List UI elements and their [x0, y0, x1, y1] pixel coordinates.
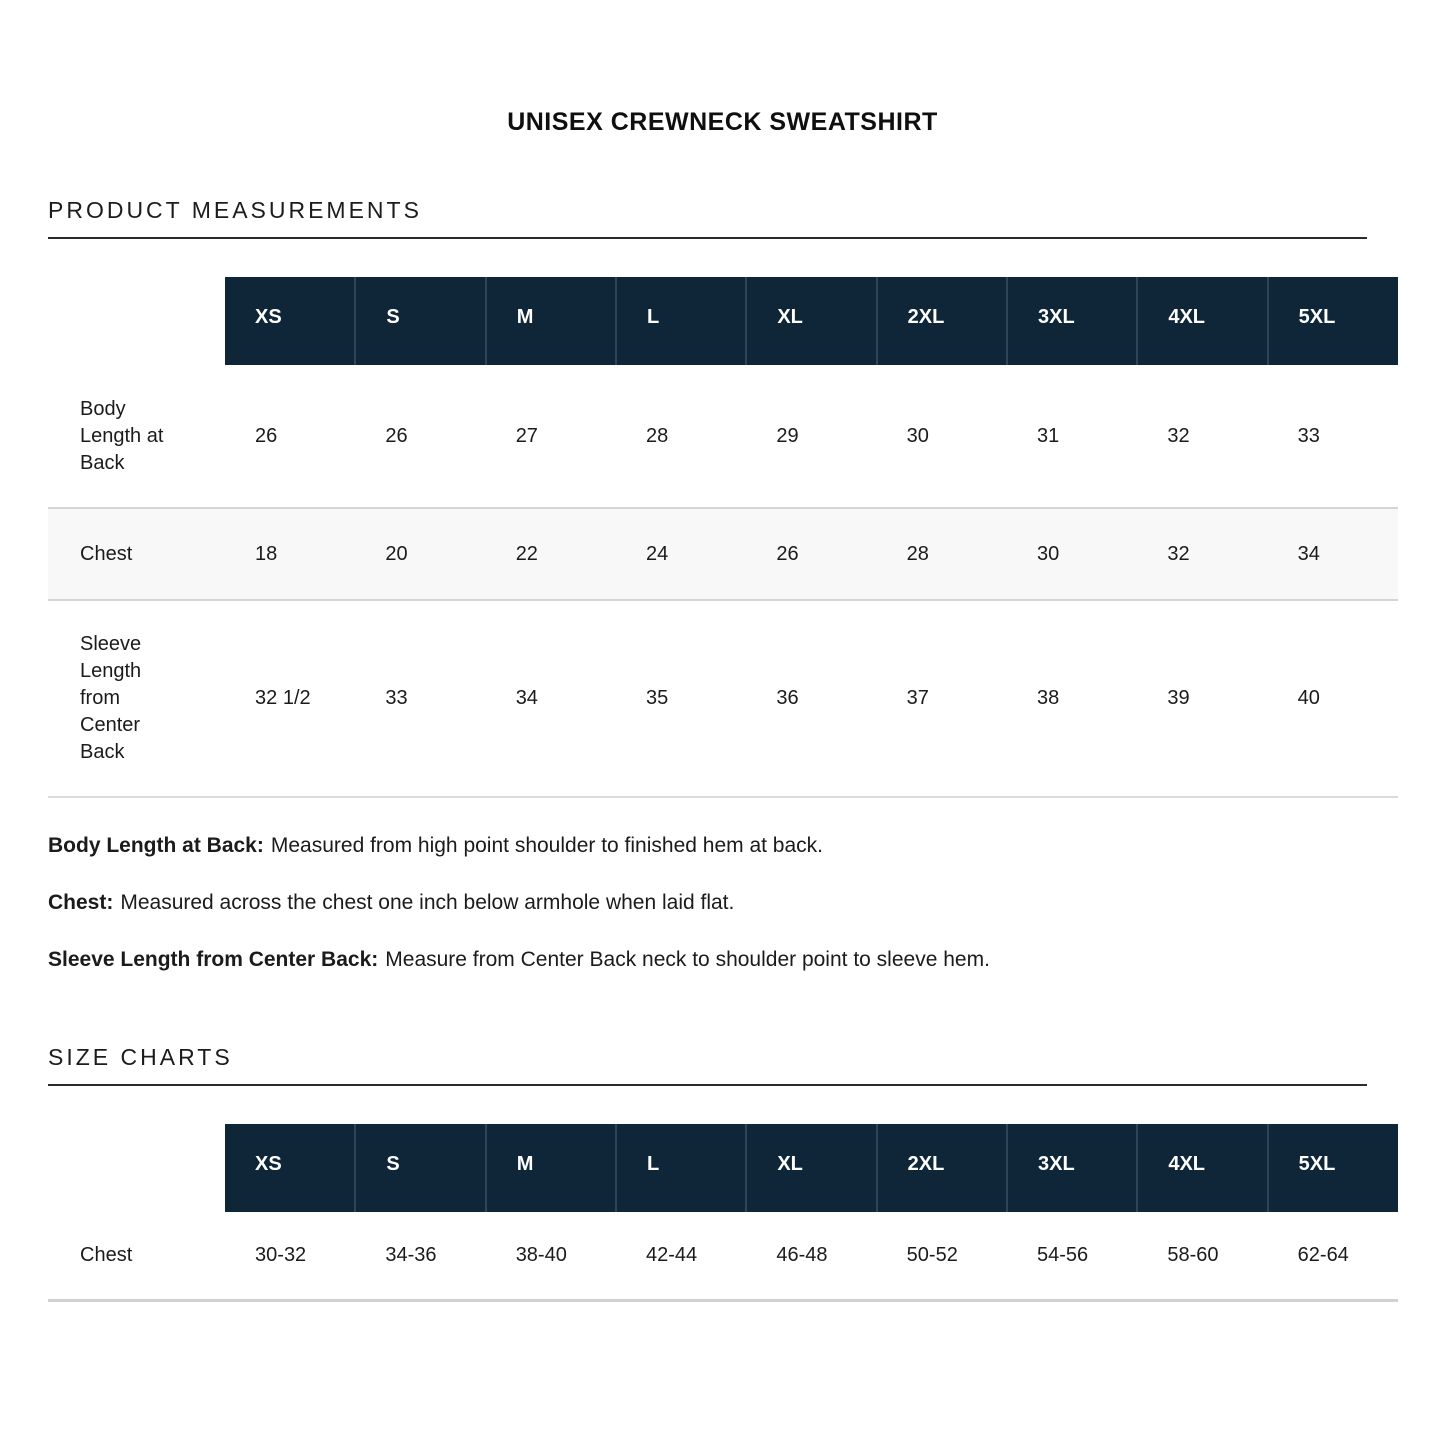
section-heading-product-measurements: PRODUCT MEASUREMENTS: [48, 197, 1367, 239]
page-title: UNISEX CREWNECK SWEATSHIRT: [507, 108, 938, 136]
table-row-sleeve-length: [48, 600, 1398, 797]
measurement-cell: 30: [877, 365, 1007, 508]
measurement-cell: 28: [877, 508, 1007, 600]
size-range-cell: 54-56: [1007, 1212, 1137, 1300]
size-column-header: 5XL: [1268, 1124, 1398, 1212]
measurement-cell: 34: [486, 600, 616, 797]
size-range-cell: 50-52: [877, 1212, 1007, 1300]
size-column-header: 3XL: [1007, 1124, 1137, 1212]
measurement-cell: 32 1/2: [225, 600, 355, 797]
measurement-cell: 26: [355, 365, 485, 508]
size-column-header: 2XL: [877, 277, 1007, 365]
note-term: Body Length at Back:: [48, 834, 264, 857]
size-column-header: M: [486, 277, 616, 365]
measurement-cell: 40: [1268, 600, 1398, 797]
table-row-body-length: [48, 365, 1398, 508]
row-label: Chest: [48, 508, 225, 600]
measurement-cell: 39: [1137, 600, 1267, 797]
size-column-header: S: [355, 1124, 485, 1212]
size-column-header: L: [616, 1124, 746, 1212]
size-column-header: 3XL: [1007, 277, 1137, 365]
measurement-cell: 30: [1007, 508, 1137, 600]
note-term: Chest:: [48, 891, 114, 914]
size-column-header: L: [616, 277, 746, 365]
measurement-cell: 18: [225, 508, 355, 600]
note-definition: Measured from high point shoulder to finished hem at back.: [270, 834, 824, 857]
measurement-cell: 26: [225, 365, 355, 508]
product-measurements-table: [48, 277, 1398, 798]
measurement-cell: 24: [616, 508, 746, 600]
row-label: Chest: [48, 1212, 225, 1300]
measurement-cell: 38: [1007, 600, 1137, 797]
size-header-row: [48, 1124, 1398, 1212]
measurement-notes: [48, 834, 1398, 972]
measurement-cell: 34: [1268, 508, 1398, 600]
size-header-row: [48, 277, 1398, 365]
table-row-chest-sizes: [48, 1212, 1398, 1300]
size-column-header: 5XL: [1268, 277, 1398, 365]
size-column-header: 4XL: [1137, 1124, 1267, 1212]
size-column-header: XL: [746, 1124, 876, 1212]
size-column-header: 2XL: [877, 1124, 1007, 1212]
size-range-cell: 34-36: [355, 1212, 485, 1300]
size-column-header: XL: [746, 277, 876, 365]
measurement-cell: 32: [1137, 365, 1267, 508]
measurement-cell: 29: [746, 365, 876, 508]
measurement-cell: 27: [486, 365, 616, 508]
note-definition: Measure from Center Back neck to shoulder point to sleeve hem.: [385, 948, 990, 971]
size-column-header: XS: [225, 1124, 355, 1212]
measurement-cell: 20: [355, 508, 485, 600]
size-column-header: XS: [225, 277, 355, 365]
header-corner-cell: [48, 1124, 225, 1212]
size-range-cell: 62-64: [1268, 1212, 1398, 1300]
measurement-cell: 31: [1007, 365, 1137, 508]
size-column-header: S: [355, 277, 485, 365]
row-label: Body Length at Back: [48, 365, 225, 508]
note-body-length: [48, 834, 1398, 858]
measurement-cell: 28: [616, 365, 746, 508]
measurement-cell: 37: [877, 600, 1007, 797]
size-range-cell: 38-40: [486, 1212, 616, 1300]
section-heading-size-charts: SIZE CHARTS: [48, 1044, 1367, 1086]
size-column-header: M: [486, 1124, 616, 1212]
header-corner-cell: [48, 277, 225, 365]
size-range-cell: 30-32: [225, 1212, 355, 1300]
measurement-cell: 26: [746, 508, 876, 600]
measurement-cell: 36: [746, 600, 876, 797]
note-definition: Measured across the chest one inch below armhole when laid flat.: [120, 891, 735, 914]
note-sleeve-length: [48, 948, 1398, 972]
size-charts-table: [48, 1124, 1398, 1302]
size-range-cell: 42-44: [616, 1212, 746, 1300]
measurement-cell: 22: [486, 508, 616, 600]
size-column-header: 4XL: [1137, 277, 1267, 365]
measurement-cell: 35: [616, 600, 746, 797]
table-row-chest: [48, 508, 1398, 600]
note-chest: [48, 891, 1398, 915]
measurement-cell: 33: [1268, 365, 1398, 508]
size-range-cell: 46-48: [746, 1212, 876, 1300]
row-label: Sleeve Length from Center Back: [48, 600, 225, 797]
measurement-cell: 33: [355, 600, 485, 797]
measurement-cell: 32: [1137, 508, 1267, 600]
content-area: [48, 197, 1398, 1302]
note-term: Sleeve Length from Center Back:: [48, 948, 379, 971]
size-range-cell: 58-60: [1137, 1212, 1267, 1300]
